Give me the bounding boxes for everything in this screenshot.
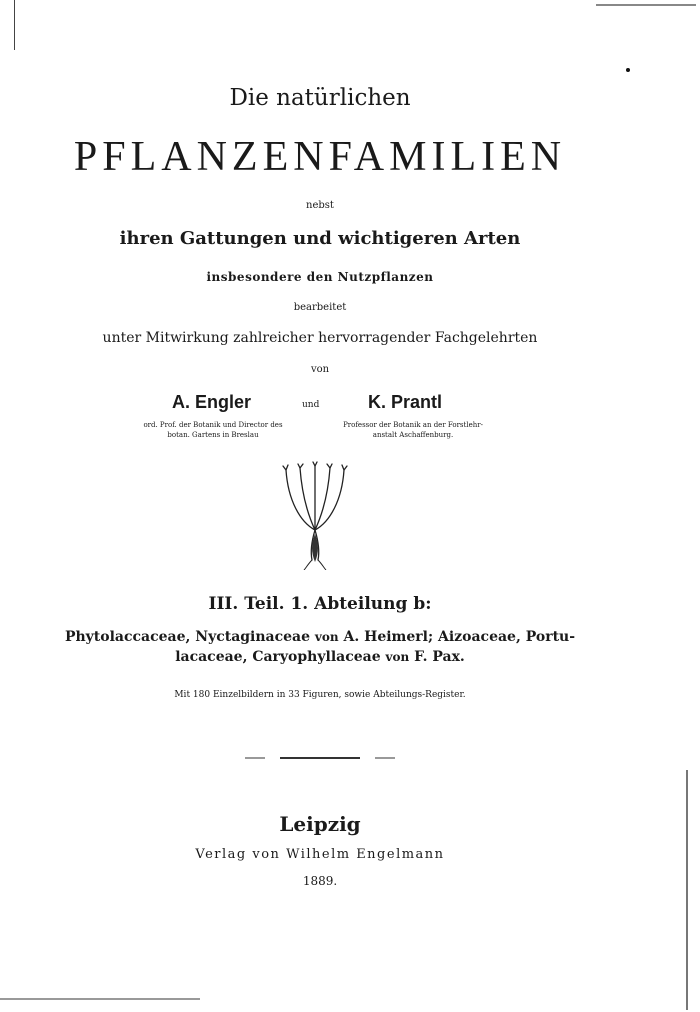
author-engler: A. Engler — [172, 392, 252, 412]
families-line-2b: F. Pax. — [414, 649, 465, 665]
illustrations-note: Mit 180 Einzelbildern in 33 Figuren, sowie Abteilungs-Register. — [174, 690, 466, 700]
main-title: PFLANZENFAMILIEN — [73, 134, 567, 180]
von-text: von — [310, 364, 330, 375]
subtitle: ihren Gattungen und wichtigeren Arten — [119, 228, 521, 249]
part-heading: III. Teil. 1. Abteilung b: — [208, 594, 432, 614]
bearbeitet-text: bearbeitet — [293, 302, 347, 313]
publication-year: 1889. — [302, 874, 338, 888]
publication-place: Leipzig — [279, 812, 361, 836]
families-line-1 — [0, 627, 640, 647]
scan-edge-bottom — [0, 998, 200, 1000]
families-von-1: von — [314, 630, 339, 644]
ornamental-rule — [245, 757, 395, 759]
flower-ornament-icon — [280, 460, 350, 570]
engler-affiliation-line-1: ord. Prof. der Botanik und Director des — [143, 421, 283, 429]
engler-affiliation — [118, 420, 308, 440]
families-line-1a: Phytolaccaceae, Nyctaginaceae — [64, 629, 311, 645]
prantl-affiliation — [318, 420, 508, 440]
prantl-affiliation-line-1: Professor der Botanik an der Forstlehr- — [343, 421, 483, 429]
author-prantl: K. Prantl — [368, 392, 443, 412]
scan-edge-top — [596, 4, 696, 6]
families-line-2a: lacaceae, Caryophyllaceae — [175, 649, 381, 665]
insbesondere-text: insbesondere den Nutzpflanzen — [206, 270, 434, 284]
families-von-2: von — [385, 650, 410, 664]
publisher: Verlag von Wilhelm Engelmann — [195, 847, 445, 862]
title-line-1: Die natürlichen — [229, 85, 411, 111]
families-line-1b: A. Heimerl; Aizoaceae, Portu- — [343, 629, 576, 645]
engler-affiliation-line-2: botan. Gartens in Breslau — [167, 431, 259, 439]
scan-edge-left — [14, 0, 15, 50]
mitwirkung-text: unter Mitwirkung zahlreicher hervorragender Fachgelehrten — [102, 330, 538, 346]
nebst-text: nebst — [306, 200, 334, 211]
prantl-affiliation-line-2: anstalt Aschaffenburg. — [372, 431, 454, 439]
scan-edge-right — [686, 770, 688, 1010]
families-line-2 — [0, 647, 640, 667]
und-text: und — [302, 400, 320, 410]
scan-speck — [626, 68, 630, 72]
families-block — [0, 627, 640, 667]
